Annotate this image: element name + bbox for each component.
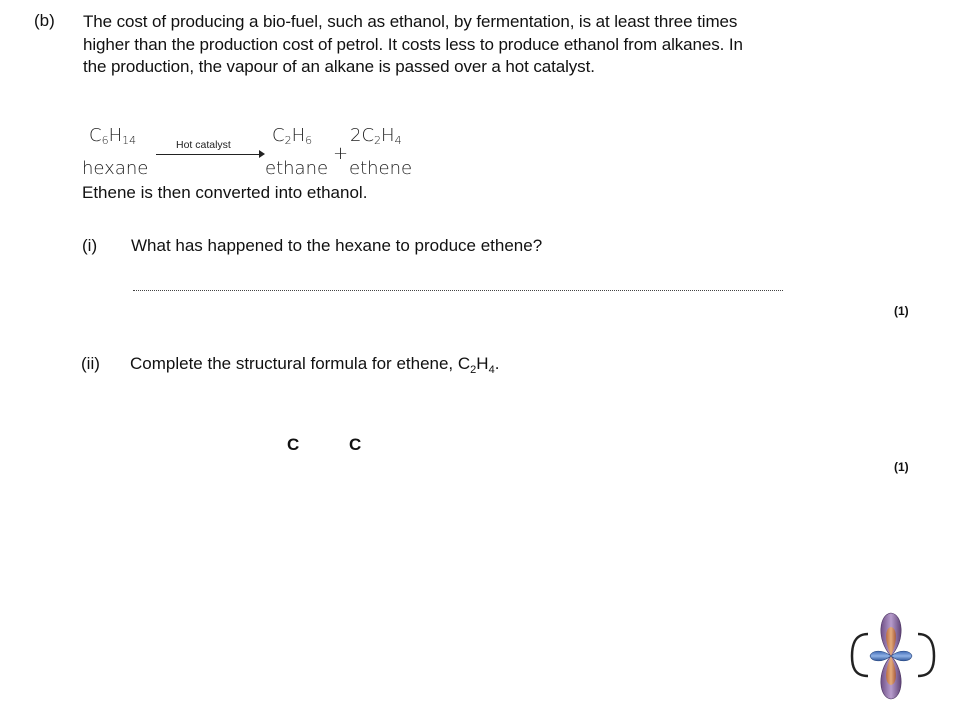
orbital-logo: [846, 610, 936, 702]
part-ii-marks: (1): [894, 460, 909, 474]
reaction-arrow-head: [259, 150, 265, 158]
intro-line-2: higher than the production cost of petrol. It costs less to produce ethanol from alkanes. In: [83, 34, 743, 54]
answer-line[interactable]: [133, 290, 783, 291]
reaction-arrow-line: [156, 154, 260, 155]
plus-sign: +: [333, 143, 349, 164]
part-ii-label: (ii): [81, 354, 100, 373]
part-i-label: (i): [82, 236, 98, 255]
product1-formula: $C_2H_6$: [272, 125, 313, 147]
reactant-name: hexane: [82, 158, 149, 179]
reaction-condition: Hot catalyst: [176, 139, 231, 151]
part-i-question: What has happened to the hexane to produce ethene?: [131, 236, 543, 255]
product2-formula: $2C_2H_4$: [350, 125, 402, 147]
part-i-marks: (1): [894, 304, 909, 318]
intro-line-1: The cost of producing a bio-fuel, such as ethanol, by fermentation, is at least three times: [83, 12, 738, 31]
product1-name: ethane: [265, 158, 329, 179]
carbon-atom-1: C: [287, 435, 300, 454]
intro-line-3: the production, the vapour of an alkane is passed over a hot catalyst.: [83, 57, 595, 76]
question-label: (b): [34, 11, 55, 30]
after-equation-text: Ethene is then converted into ethanol.: [82, 183, 368, 202]
question-intro: [83, 11, 883, 79]
orbital-logo-icon: [846, 610, 936, 702]
reactant-formula: $C_6H_{14}$: [89, 125, 137, 147]
product2-name: ethene: [349, 158, 413, 179]
part-ii-question: Complete the structural formula for ethene, $C_2H_4$.: [130, 354, 500, 376]
carbon-atom-2: C: [349, 435, 362, 454]
